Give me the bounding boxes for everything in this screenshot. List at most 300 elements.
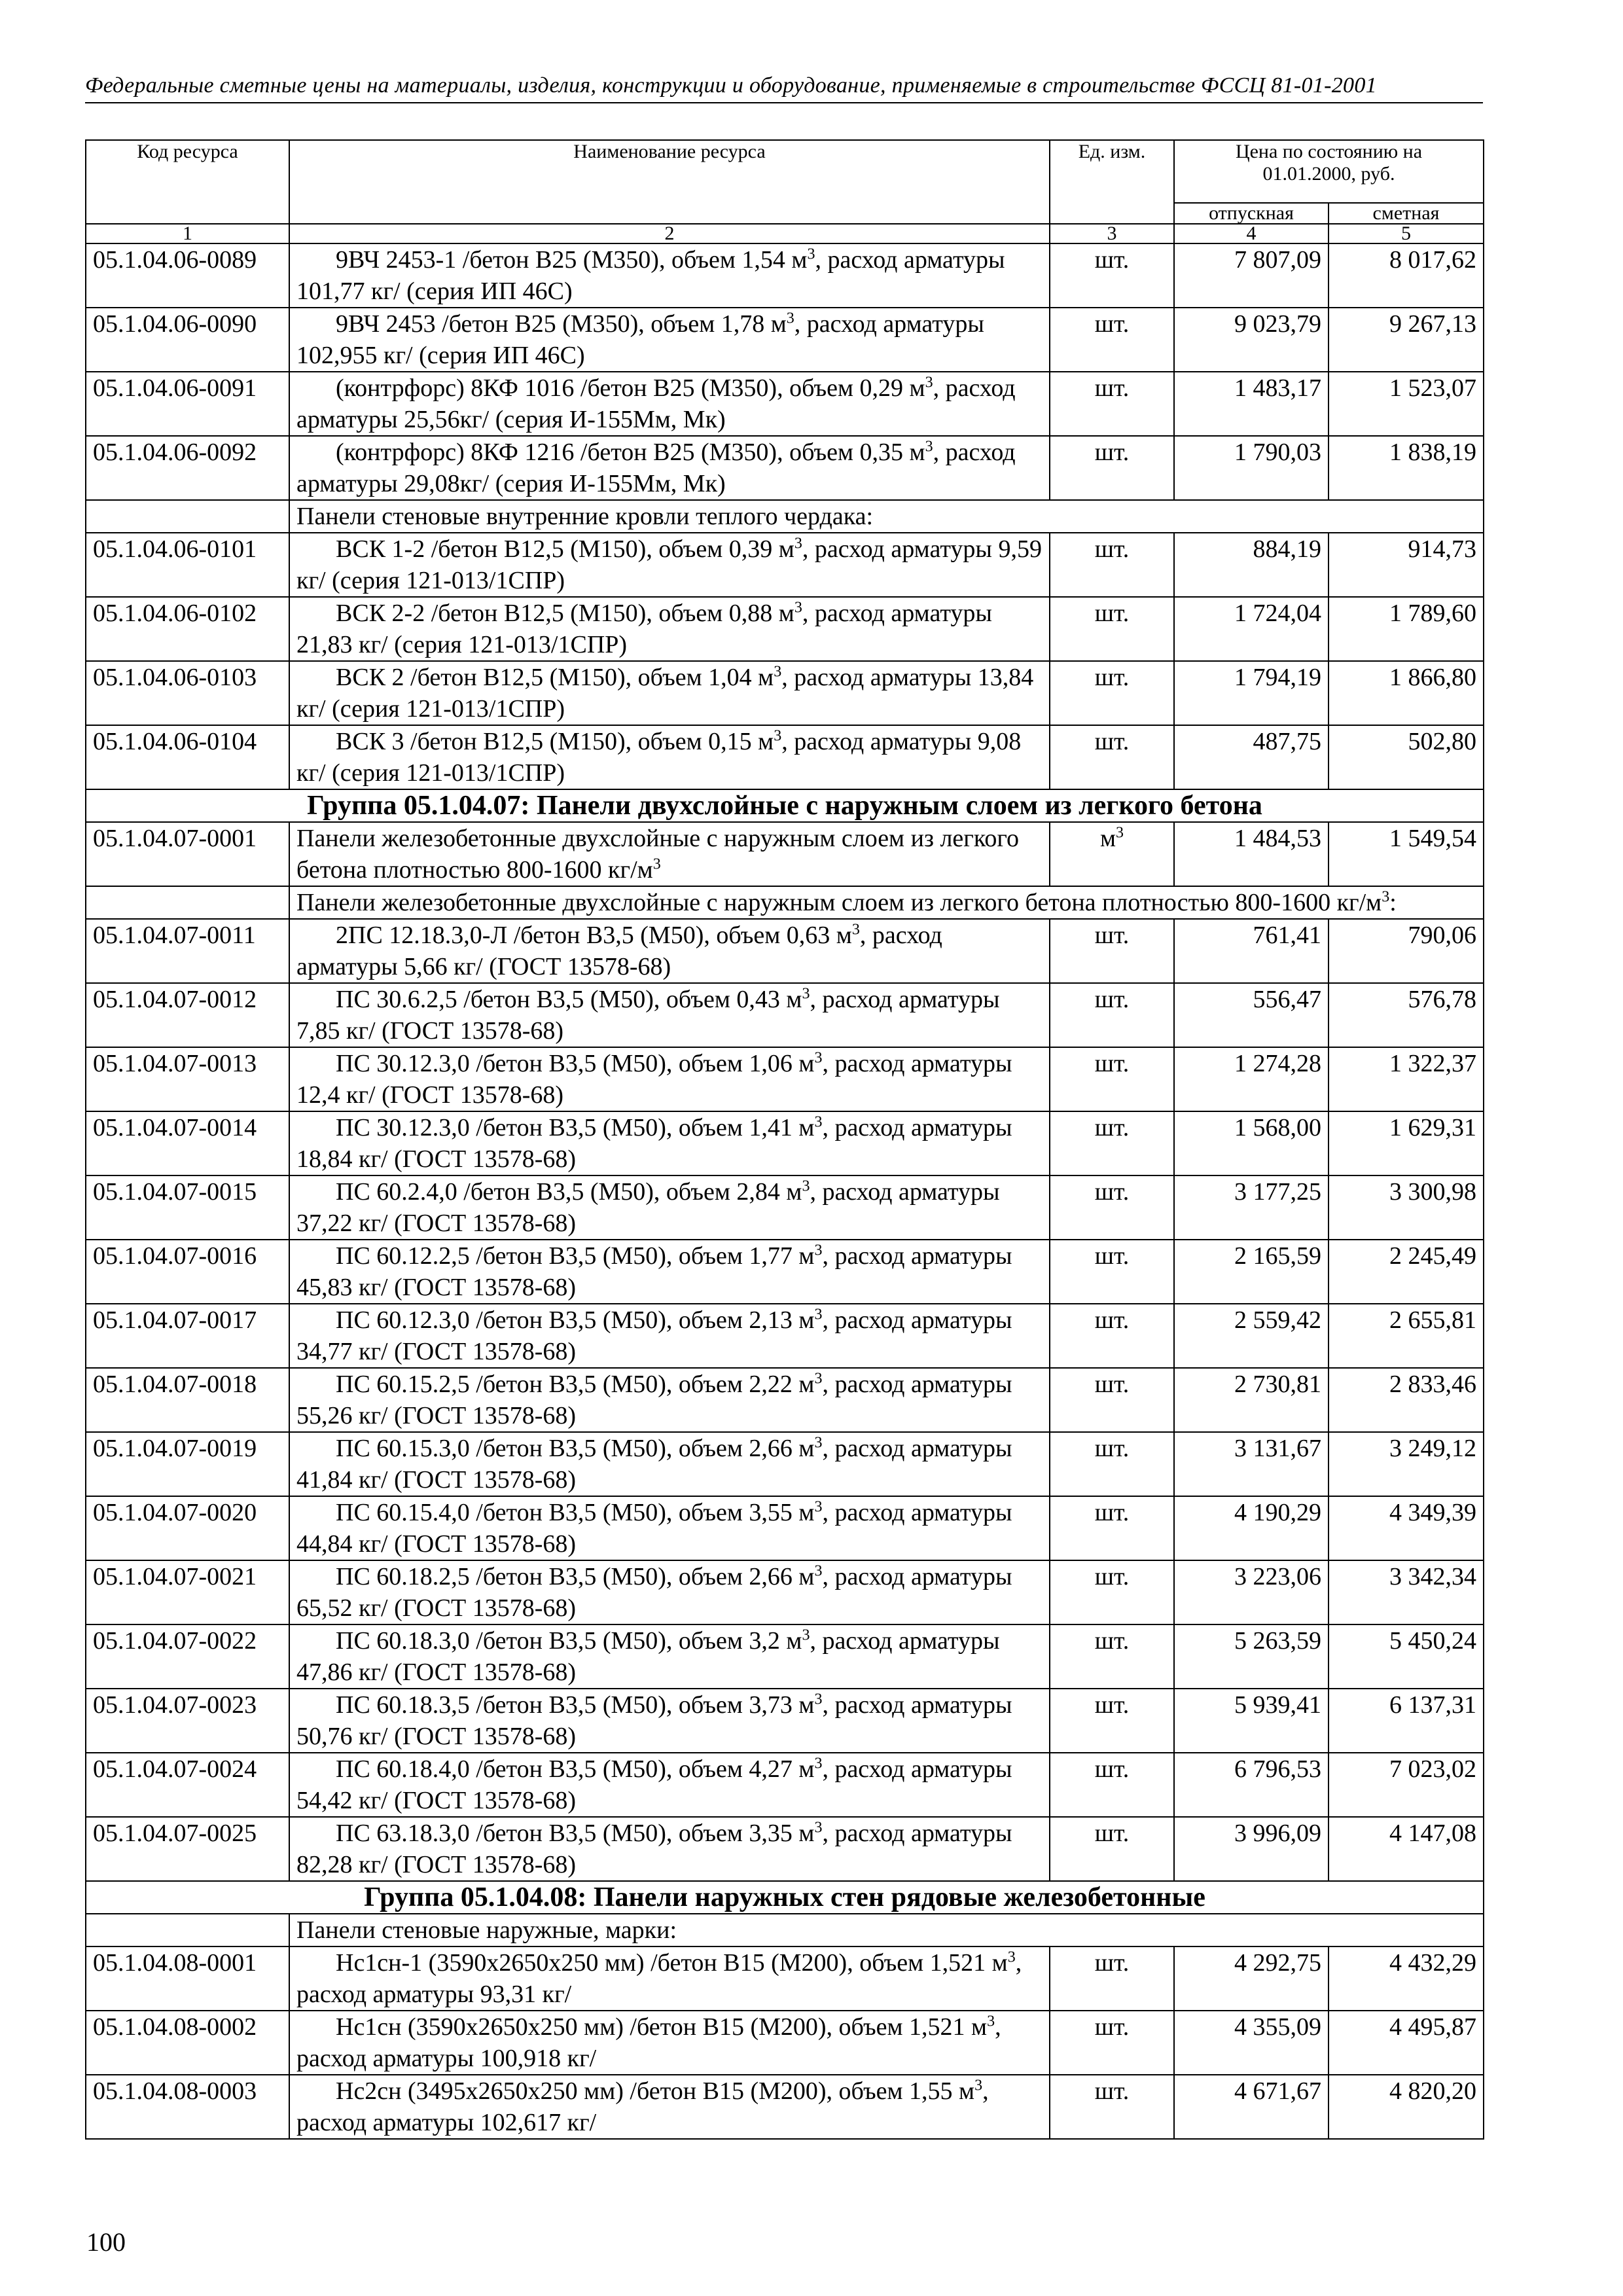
col-number: 4 (1174, 224, 1329, 243)
estimate-price: 4 349,39 (1329, 1496, 1484, 1560)
name-part-rest: , расход арматуры 50,76 кг/ (ГОСТ 13578-68) (296, 1691, 1012, 1750)
unit: шт. (1094, 1691, 1130, 1719)
unit-cell (1050, 822, 1174, 886)
resource-name (289, 597, 1050, 661)
resource-code: 05.1.04.07-0021 (86, 1560, 289, 1624)
resource-name (289, 533, 1050, 597)
resource-code: 05.1.04.06-0091 (86, 372, 289, 436)
name-part-rest: , расход арматуры 7,85 кг/ (ГОСТ 13578-68) (296, 986, 1000, 1045)
unit-cell (1050, 2075, 1174, 2139)
unit-cell (1050, 533, 1174, 597)
subheading-row (86, 1914, 1484, 1946)
release-price: 3 131,67 (1174, 1432, 1329, 1496)
table-row (86, 533, 1484, 597)
superscript: 3 (814, 1562, 823, 1580)
resource-name (289, 1560, 1050, 1624)
unit-cell (1050, 372, 1174, 436)
resource-code: 05.1.04.07-0017 (86, 1304, 289, 1368)
name-part-rest: , расход арматуры 18,84 кг/ (ГОСТ 13578-68) (296, 1114, 1012, 1173)
resource-name (289, 1368, 1050, 1432)
superscript: 3 (774, 663, 782, 681)
name-part-rest: , расход арматуры 45,83 кг/ (ГОСТ 13578-68) (296, 1242, 1012, 1301)
name-part-rest: , расход арматуры 34,77 кг/ (ГОСТ 13578-68) (296, 1306, 1012, 1365)
superscript: 3 (1116, 824, 1124, 842)
col-number: 1 (86, 224, 289, 243)
release-price: 884,19 (1174, 533, 1329, 597)
name-part: ПС 60.12.2,5 /бетон В3,5 (М50), объем 1,77 м (336, 1242, 815, 1270)
table-row (86, 1817, 1484, 1881)
resource-code: 05.1.04.07-0013 (86, 1047, 289, 1111)
table-row (86, 1560, 1484, 1624)
release-price: 4 355,09 (1174, 2011, 1329, 2075)
superscript: 3 (794, 535, 802, 552)
resource-name (289, 1753, 1050, 1817)
col-number: 2 (289, 224, 1050, 243)
estimate-price: 2 833,46 (1329, 1368, 1484, 1432)
name-part: ВСК 2-2 /бетон В12,5 (М150), объем 0,88 м (336, 600, 794, 627)
name-part-rest: , расход арматуры 37,22 кг/ (ГОСТ 13578-68) (296, 1178, 1000, 1237)
resource-name-text (296, 1689, 1043, 1752)
name-part: (контрфорс) 8КФ 1216 /бетон В25 (М350), объем 0,35 м (336, 439, 925, 466)
unit: шт. (1094, 922, 1130, 949)
release-price: 1 484,53 (1174, 822, 1329, 886)
resource-name-text (296, 1947, 1043, 2010)
release-price: 3 177,25 (1174, 1175, 1329, 1240)
resource-code: 05.1.04.07-0011 (86, 919, 289, 983)
subheading (289, 500, 1484, 533)
superscript: 3 (814, 1113, 823, 1131)
unit: шт. (1094, 1306, 1130, 1334)
unit: шт. (1094, 246, 1130, 274)
name-part-rest: , расход арматуры 55,26 кг/ (ГОСТ 13578-68) (296, 1371, 1012, 1429)
unit-cell (1050, 1753, 1174, 1817)
release-price: 3 996,09 (1174, 1817, 1329, 1881)
name-part-rest: , расход арматуры 100,918 кг/ (296, 2013, 1001, 2072)
unit-cell (1050, 2011, 1174, 2075)
estimate-price: 4 820,20 (1329, 2075, 1484, 2139)
release-price: 761,41 (1174, 919, 1329, 983)
superscript: 3 (814, 1691, 823, 1708)
subheading-row (86, 500, 1484, 533)
estimate-price: 576,78 (1329, 983, 1484, 1047)
estimate-price: 2 655,81 (1329, 1304, 1484, 1368)
release-price: 1 724,04 (1174, 597, 1329, 661)
table-row (86, 822, 1484, 886)
name-part: ВСК 1-2 /бетон В12,5 (М150), объем 0,39 м (336, 535, 794, 563)
resource-name (289, 725, 1050, 789)
col-header-price: Цена по состоянию на 01.01.2000, руб. (1174, 140, 1484, 203)
estimate-price: 1 789,60 (1329, 597, 1484, 661)
release-price: 4 190,29 (1174, 1496, 1329, 1560)
estimate-price: 4 432,29 (1329, 1946, 1484, 2011)
table-row (86, 2011, 1484, 2075)
group-heading: Группа 05.1.04.08: Панели наружных стен рядовые железобетонные (86, 1881, 1484, 1914)
name-part: ВСК 3 /бетон В12,5 (М150), объем 0,15 м (336, 728, 774, 755)
resource-name (289, 1689, 1050, 1753)
superscript: 3 (1382, 888, 1390, 906)
name-part-rest: , расход арматуры 102,617 кг/ (296, 2077, 989, 2136)
estimate-price: 5 450,24 (1329, 1624, 1484, 1689)
resource-name-text (296, 437, 1043, 499)
table-row (86, 1175, 1484, 1240)
unit: шт. (1094, 1371, 1130, 1398)
resource-code: 05.1.04.06-0090 (86, 308, 289, 372)
col-number: 3 (1050, 224, 1174, 243)
superscript: 3 (974, 2077, 983, 2094)
resource-code: 05.1.04.07-0022 (86, 1624, 289, 1689)
superscript: 3 (814, 1242, 823, 1259)
superscript: 3 (851, 921, 860, 939)
resource-name-text (296, 1176, 1043, 1239)
name-part: ПС 63.18.3,0 /бетон В3,5 (М50), объем 3,35 м (336, 1820, 815, 1847)
release-price: 5 263,59 (1174, 1624, 1329, 1689)
table-row (86, 2075, 1484, 2139)
estimate-price: 7 023,02 (1329, 1753, 1484, 1817)
table-row (86, 372, 1484, 436)
resource-code: 05.1.04.06-0104 (86, 725, 289, 789)
unit: шт. (1094, 1563, 1130, 1590)
unit-cell (1050, 919, 1174, 983)
estimate-price: 4 147,08 (1329, 1817, 1484, 1881)
superscript: 3 (814, 1370, 823, 1388)
unit-cell (1050, 983, 1174, 1047)
resource-code: 05.1.04.07-0018 (86, 1368, 289, 1432)
resource-code: 05.1.04.06-0089 (86, 243, 289, 308)
name-part-rest: , расход арматуры 54,42 кг/ (ГОСТ 13578-68) (296, 1755, 1012, 1814)
resource-code: 05.1.04.08-0001 (86, 1946, 289, 2011)
resource-name-text (296, 372, 1043, 435)
estimate-price: 3 342,34 (1329, 1560, 1484, 1624)
superscript: 3 (814, 1498, 823, 1516)
estimate-price: 1 838,19 (1329, 436, 1484, 500)
resource-name (289, 919, 1050, 983)
name-part: ВСК 2 /бетон В12,5 (М150), объем 1,04 м (336, 664, 774, 691)
release-price: 5 939,41 (1174, 1689, 1329, 1753)
release-price: 6 796,53 (1174, 1753, 1329, 1817)
table-row (86, 243, 1484, 308)
superscript: 3 (814, 1306, 823, 1323)
col-header-code: Код ресурса (86, 140, 289, 224)
unit: шт. (1094, 1114, 1130, 1141)
table-row (86, 983, 1484, 1047)
release-price: 4 671,67 (1174, 2075, 1329, 2139)
release-price: 1 483,17 (1174, 372, 1329, 436)
name-part: ПС 60.18.3,0 /бетон В3,5 (М50), объем 3,2 м (336, 1627, 802, 1655)
name-part-rest: , расход арматуры 102,955 кг/ (серия ИП 46С) (296, 310, 984, 369)
name-part-rest: , расход арматуры 12,4 кг/ (ГОСТ 13578-68) (296, 1050, 1012, 1109)
unit-cell (1050, 1304, 1174, 1368)
resource-name (289, 372, 1050, 436)
resource-name (289, 1240, 1050, 1304)
resource-name (289, 1432, 1050, 1496)
col-header-release: отпускная (1174, 203, 1329, 224)
subheading (289, 1914, 1484, 1946)
empty-code-cell (86, 1914, 289, 1946)
name-part-rest: , расход арматуры 21,83 кг/ (серия 121-013/1СПР) (296, 600, 992, 658)
release-price: 1 790,03 (1174, 436, 1329, 500)
release-price: 2 730,81 (1174, 1368, 1329, 1432)
estimate-price: 3 249,12 (1329, 1432, 1484, 1496)
table-row (86, 725, 1484, 789)
superscript: 3 (794, 599, 802, 617)
name-part: Нс2сн (3495х2650х250 мм) /бетон В15 (М200), объем 1,55 м (336, 2077, 975, 2105)
table-row (86, 1368, 1484, 1432)
subheading-text: Панели стеновые внутренние кровли теплого чердака: (296, 503, 874, 530)
group-heading: Группа 05.1.04.07: Панели двухслойные с наружным слоем из легкого бетона (86, 789, 1484, 822)
resource-code: 05.1.04.08-0002 (86, 2011, 289, 2075)
subheading-text: Панели железобетонные двухслойные с наружным слоем из легкого бетона плотностью 800-1600 кг/м (296, 889, 1382, 916)
superscript: 3 (802, 1177, 810, 1195)
unit-cell (1050, 661, 1174, 725)
superscript: 3 (786, 310, 794, 327)
release-price: 1 274,28 (1174, 1047, 1329, 1111)
resource-name-text (296, 984, 1043, 1047)
resource-name-text (296, 2011, 1043, 2074)
estimate-price: 790,06 (1329, 919, 1484, 983)
name-part-rest: , расход арматуры 25,56кг/ (серия И-155Мм, Мк) (296, 374, 1016, 433)
resource-name-text (296, 2075, 1043, 2138)
subheading-text: Панели стеновые наружные, марки: (296, 1916, 677, 1944)
resource-code: 05.1.04.07-0014 (86, 1111, 289, 1175)
table-row (86, 1047, 1484, 1111)
resource-name-text (296, 1561, 1043, 1624)
group-heading-row (86, 789, 1484, 822)
name-part: Панели железобетонные двухслойные с наружным слоем из легкого бетона плотностью 800-1600 кг/м (296, 825, 1020, 884)
resource-name (289, 822, 1050, 886)
empty-code-cell (86, 886, 289, 919)
superscript: 3 (814, 1819, 823, 1837)
name-part-rest: , расход арматуры 13,84 кг/ (серия 121-013/1СПР) (296, 664, 1034, 723)
name-part: ПС 30.12.3,0 /бетон В3,5 (М50), объем 1,06 м (336, 1050, 815, 1077)
name-part: ПС 60.15.4,0 /бетон В3,5 (М50), объем 3,55 м (336, 1499, 815, 1526)
estimate-price: 1 629,31 (1329, 1111, 1484, 1175)
table-row (86, 1496, 1484, 1560)
name-part: Нс1сн (3590х2650х250 мм) /бетон В15 (М200), объем 1,521 м (336, 2013, 988, 2041)
resource-name (289, 1111, 1050, 1175)
name-part: 9ВЧ 2453 /бетон В25 (М350), объем 1,78 м (336, 310, 787, 338)
unit: шт. (1094, 1435, 1130, 1462)
superscript: 3 (1007, 1948, 1016, 1966)
name-part: ПС 60.18.4,0 /бетон В3,5 (М50), объем 4,27 м (336, 1755, 815, 1783)
unit: шт. (1094, 1627, 1130, 1655)
name-part-rest: , расход арматуры 82,28 кг/ (ГОСТ 13578-68) (296, 1820, 1012, 1878)
resource-name (289, 2075, 1050, 2139)
release-price: 487,75 (1174, 725, 1329, 789)
resource-name-text (296, 920, 1043, 982)
unit: шт. (1094, 1178, 1130, 1206)
name-part: 9ВЧ 2453-1 /бетон В25 (М350), объем 1,54 м (336, 246, 808, 274)
estimate-price: 1 523,07 (1329, 372, 1484, 436)
superscript: 3 (814, 1755, 823, 1772)
resource-name-text (296, 825, 1019, 884)
unit-cell (1050, 1560, 1174, 1624)
col-header-estimate: сметная (1329, 203, 1484, 224)
name-part-rest: , расход арматуры 9,59 кг/ (серия 121-013/1СПР) (296, 535, 1042, 594)
col-number: 5 (1329, 224, 1484, 243)
release-price: 3 223,06 (1174, 1560, 1329, 1624)
unit: шт. (1094, 2077, 1130, 2105)
unit: шт. (1094, 1755, 1130, 1783)
estimate-price: 6 137,31 (1329, 1689, 1484, 1753)
release-price: 1 794,19 (1174, 661, 1329, 725)
unit: шт. (1094, 1949, 1130, 1977)
unit: шт. (1094, 535, 1130, 563)
unit: шт. (1094, 310, 1130, 338)
resource-code: 05.1.04.07-0019 (86, 1432, 289, 1496)
resource-name (289, 1304, 1050, 1368)
resource-code: 05.1.04.07-0015 (86, 1175, 289, 1240)
table-row (86, 308, 1484, 372)
col-header-unit: Ед. изм. (1050, 140, 1174, 224)
resource-name (289, 2011, 1050, 2075)
unit: шт. (1094, 1820, 1130, 1847)
unit: шт. (1094, 600, 1130, 627)
superscript: 3 (925, 374, 933, 391)
resource-name-text (296, 1369, 1043, 1431)
name-part: ПС 60.18.2,5 /бетон В3,5 (М50), объем 2,66 м (336, 1563, 815, 1590)
resource-name-text (296, 308, 1043, 371)
unit-cell (1050, 1432, 1174, 1496)
unit: шт. (1094, 1499, 1130, 1526)
unit-cell (1050, 1496, 1174, 1560)
running-header: Федеральные сметные цены на материалы, изделия, конструкции и оборудование, применяемые в строительстве ФССЦ 81-01-2001 (85, 73, 1483, 103)
resource-code: 05.1.04.08-0003 (86, 2075, 289, 2139)
table-head (86, 140, 1484, 243)
resource-code: 05.1.04.07-0023 (86, 1689, 289, 1753)
resource-name (289, 1496, 1050, 1560)
resource-code: 05.1.04.07-0024 (86, 1753, 289, 1817)
resource-name-text (296, 1497, 1043, 1560)
name-part: 2ПС 12.18.3,0-Л /бетон В3,5 (М50), объем 0,63 м (336, 922, 852, 949)
unit: шт. (1094, 1242, 1130, 1270)
resource-code: 05.1.04.07-0016 (86, 1240, 289, 1304)
estimate-price: 502,80 (1329, 725, 1484, 789)
table-row (86, 1240, 1484, 1304)
resource-name (289, 983, 1050, 1047)
unit-cell (1050, 597, 1174, 661)
name-part: ПС 30.6.2,5 /бетон В3,5 (М50), объем 0,43 м (336, 986, 802, 1013)
estimate-price: 914,73 (1329, 533, 1484, 597)
resource-name (289, 1047, 1050, 1111)
resource-name (289, 243, 1050, 308)
resource-name-text (296, 1818, 1043, 1880)
resource-name (289, 1946, 1050, 2011)
resource-name-text (296, 1304, 1043, 1367)
release-price: 2 165,59 (1174, 1240, 1329, 1304)
name-part: ПС 60.15.2,5 /бетон В3,5 (М50), объем 2,22 м (336, 1371, 815, 1398)
resource-code: 05.1.04.07-0025 (86, 1817, 289, 1881)
superscript: 3 (807, 245, 815, 263)
superscript: 3 (814, 1049, 823, 1067)
unit-cell (1050, 725, 1174, 789)
estimate-price: 4 495,87 (1329, 2011, 1484, 2075)
resource-code: 05.1.04.06-0102 (86, 597, 289, 661)
estimate-price: 8 017,62 (1329, 243, 1484, 308)
name-part-rest: , расход арматуры 9,08 кг/ (серия 121-013/1СПР) (296, 728, 1022, 787)
unit-cell (1050, 1047, 1174, 1111)
unit: шт. (1094, 986, 1130, 1013)
resource-name-text (296, 662, 1043, 725)
release-price: 9 023,79 (1174, 308, 1329, 372)
resource-name-text (296, 598, 1043, 660)
release-price: 4 292,75 (1174, 1946, 1329, 2011)
release-price: 556,47 (1174, 983, 1329, 1047)
table-row (86, 1624, 1484, 1689)
estimate-price: 9 267,13 (1329, 308, 1484, 372)
resource-name-text (296, 1625, 1043, 1688)
superscript: 3 (652, 855, 661, 873)
unit: шт. (1094, 439, 1130, 466)
table-row (86, 1753, 1484, 1817)
name-part: ПС 60.12.3,0 /бетон В3,5 (М50), объем 2,13 м (336, 1306, 815, 1334)
resource-name-text (296, 1112, 1043, 1175)
resource-name-text (296, 1433, 1043, 1496)
resource-name-text (296, 533, 1043, 596)
subheading (289, 886, 1484, 919)
resource-name-text (296, 244, 1043, 307)
unit-cell (1050, 308, 1174, 372)
table-row (86, 1946, 1484, 2011)
estimate-price: 1 549,54 (1329, 822, 1484, 886)
name-part: ПС 60.2.4,0 /бетон В3,5 (М50), объем 2,84 м (336, 1178, 802, 1206)
unit-cell (1050, 1817, 1174, 1881)
name-part: Нс1сн-1 (3590х2650х250 мм) /бетон В15 (М200), объем 1,521 м (336, 1949, 1008, 1977)
estimate-price: 1 322,37 (1329, 1047, 1484, 1111)
release-price: 7 807,09 (1174, 243, 1329, 308)
unit: шт. (1094, 728, 1130, 755)
resource-code: 05.1.04.07-0020 (86, 1496, 289, 1560)
superscript: 3 (802, 985, 810, 1003)
table-row (86, 1689, 1484, 1753)
resource-name (289, 436, 1050, 500)
release-price: 2 559,42 (1174, 1304, 1329, 1368)
resource-name-text (296, 1240, 1043, 1303)
table-body (86, 243, 1484, 2139)
superscript: 3 (814, 1434, 823, 1452)
resource-name (289, 1175, 1050, 1240)
unit-cell (1050, 1240, 1174, 1304)
unit-cell (1050, 1175, 1174, 1240)
table-row (86, 436, 1484, 500)
name-part-rest: , расход арматуры 44,84 кг/ (ГОСТ 13578-68) (296, 1499, 1012, 1558)
superscript: 3 (774, 727, 782, 745)
name-part-rest: , расход арматуры 47,86 кг/ (ГОСТ 13578-68) (296, 1627, 1000, 1686)
name-part: ПС 60.18.3,5 /бетон В3,5 (М50), объем 3,73 м (336, 1691, 815, 1719)
subheading-text-rest: : (1389, 889, 1397, 916)
price-table (85, 139, 1484, 2140)
estimate-price: 3 300,98 (1329, 1175, 1484, 1240)
unit-cell (1050, 1689, 1174, 1753)
resource-name (289, 661, 1050, 725)
name-part-rest: , расход арматуры 101,77 кг/ (серия ИП 46С) (296, 246, 1005, 305)
resource-code: 05.1.04.06-0092 (86, 436, 289, 500)
unit: шт. (1094, 2013, 1130, 2041)
name-part: ПС 60.15.3,0 /бетон В3,5 (М50), объем 2,66 м (336, 1435, 815, 1462)
unit: шт. (1094, 664, 1130, 691)
release-price: 1 568,00 (1174, 1111, 1329, 1175)
name-part: (контрфорс) 8КФ 1016 /бетон В25 (М350), объем 0,29 м (336, 374, 925, 402)
resource-name (289, 1624, 1050, 1689)
page-number: 100 (86, 2227, 126, 2257)
name-part-rest: , расход арматуры 29,08кг/ (серия И-155Мм, Мк) (296, 439, 1016, 497)
resource-code: 05.1.04.07-0012 (86, 983, 289, 1047)
resource-name-text (296, 726, 1043, 789)
unit: шт. (1094, 374, 1130, 402)
name-part-rest: , расход арматуры 5,66 кг/ (ГОСТ 13578-68) (296, 922, 942, 980)
unit: м (1099, 825, 1116, 852)
col-header-name: Наименование ресурса (289, 140, 1050, 224)
estimate-price: 2 245,49 (1329, 1240, 1484, 1304)
